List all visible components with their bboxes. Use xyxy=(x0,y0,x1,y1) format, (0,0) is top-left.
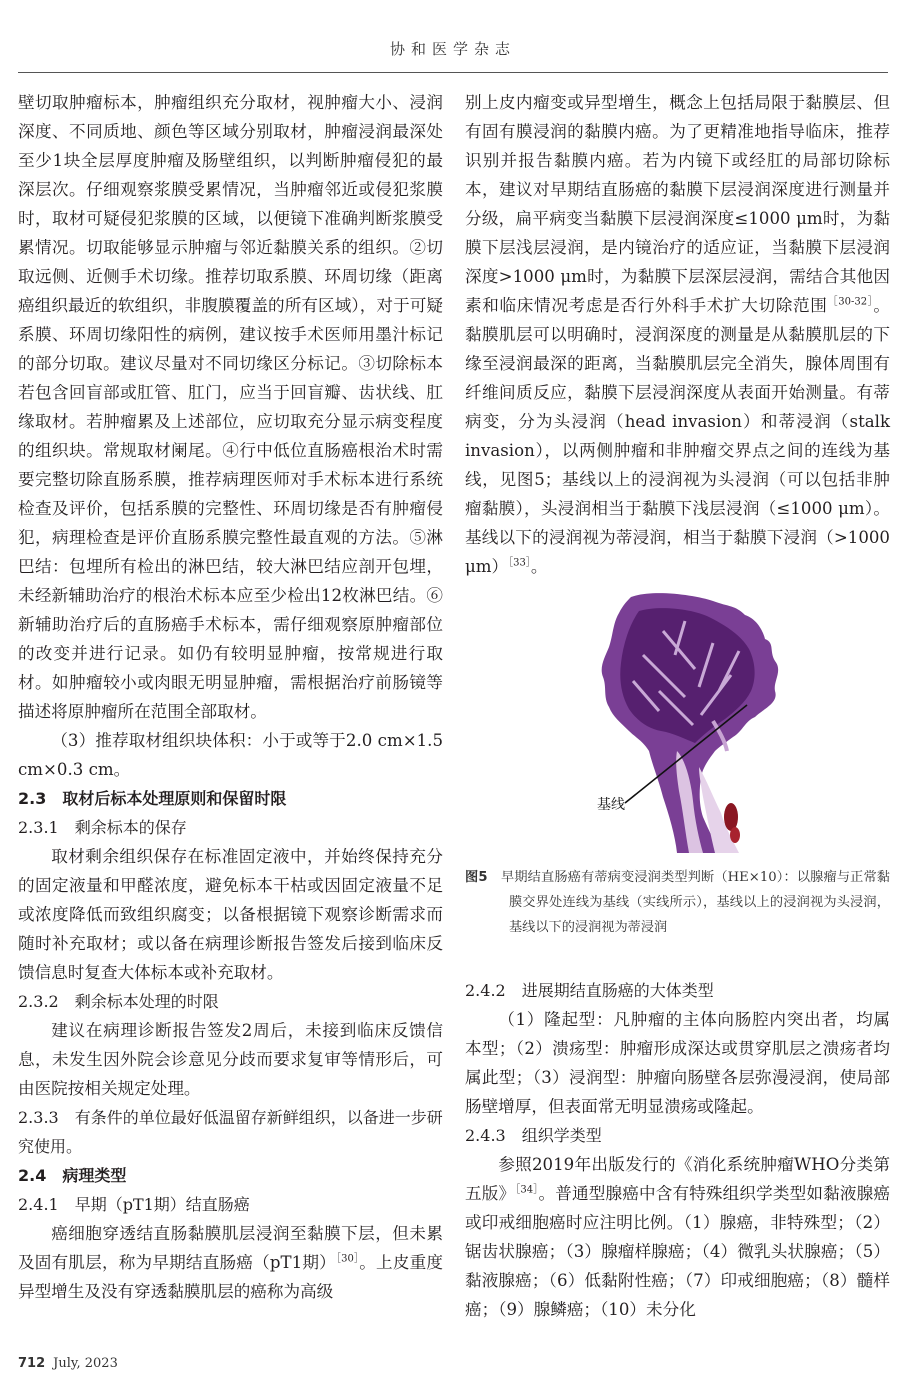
subsection-heading: 2.4.2 进展期结直肠癌的大体类型 xyxy=(465,981,714,1000)
text-run: 别上皮内瘤变或异型增生，概念上包括局限于黏膜层、但有固有膜浸润的黏膜内癌。为了更精准地指导临床，推荐识别并报告黏膜内癌。若为内镜下或经肛的局部切除标本，建议对早期结直肠癌的黏膜下层浸润深度进行测量并分级，扁平病变当黏膜下层浸润深度≤1000 μm时，为黏膜下层浅层浸润，是内镜治疗的适应证，当黏膜下层浸润深度>1000 μm时，为黏膜下层深层浸润，需结合其他因素和临床情况考虑是否行外科手术扩大切除范围 xyxy=(465,93,890,315)
caption-text: 早期结直肠癌有蒂病变浸润类型判断（HE×10）：以腺瘤与正常黏膜交界处连线为基线（实线所示），基线以上的浸润视为头浸润，基线以下的浸润视为蒂浸润 xyxy=(501,870,890,935)
paragraph: （1）隆起型：凡肿瘤的主体向肠腔内突出者，均属本型；（2）溃疡型：肿瘤形成深达或贯穿肌层之溃疡者均属此型；（3）浸润型：肿瘤向肠壁各层弥漫浸润，使局部肠壁增厚，但表面常无明显溃疡或隆起。 xyxy=(465,1010,890,1116)
caption-number: 图5 xyxy=(465,870,488,885)
issue-date: July, 2023 xyxy=(53,1356,118,1371)
baseline-label: 基线 xyxy=(597,797,625,813)
text-run: 。上皮重度异型增生及没有穿透黏膜肌层的癌称为高级 xyxy=(18,1253,444,1301)
paragraph: 建议在病理诊断报告签发2周后，未接到临床反馈信息，未发生因外院会诊意见分歧而要求复审等情形后，可由医院按相关规定处理。 xyxy=(18,1021,443,1098)
page-number: 712 xyxy=(18,1356,46,1371)
text-run: 参照2019年出版发行的《消化系统肿瘤WHO分类第五版》 xyxy=(465,1155,890,1203)
paragraph xyxy=(18,1219,443,1306)
paragraph: （3）推荐取材组织块体积：小于或等于2.0 cm×1.5 cm×0.3 cm。 xyxy=(18,731,443,779)
section-heading: 2.3 取材后标本处理原则和保留时限 xyxy=(18,789,287,808)
citation: ［34］ xyxy=(515,1184,539,1196)
subsection-heading: 2.4.3 组织学类型 xyxy=(465,1126,602,1145)
subsection-heading: 2.3.2 剩余标本处理的时限 xyxy=(18,992,219,1011)
citation: ［30-32］ xyxy=(827,296,874,308)
page-footer xyxy=(18,1356,118,1371)
paragraph xyxy=(465,1150,890,1324)
text-run: 。黏膜肌层可以明确时，浸润深度的测量是从黏膜肌层的下缘至浸润最深的距离，当黏膜肌层完全消失，腺体周围有纤维间质反应，黏膜下层浸润深度从表面开始测量。有蒂病变，分为头浸润（head invasion）和蒂浸润（stalk invasion），以两侧肿瘤和非肿瘤交界点之间的连线为基线，见图5；基线以上的浸润视为头浸润（可以包括非肿瘤黏膜），头浸润相当于黏膜下浅层浸润（≤1000 μm）。基线以下的浸润视为蒂浸润，相当于黏膜下浸润（>1000 μm） xyxy=(465,296,891,576)
left-column xyxy=(18,88,443,1306)
subsection-heading: 2.3.3 有条件的单位最好低温留存新鲜组织，以备进一步研究使用。 xyxy=(18,1108,443,1156)
paragraph: 取材剩余组织保存在标准固定液中，并始终保持充分的固定液量和甲醛浓度，避免标本干枯或因固定液量不足或浓度降低而致组织腐变；以备根据镜下观察诊断需求而随时补充取材；或以备在病理诊断报告签发后接到临床反馈信息时复查大体标本或补充取材。 xyxy=(18,847,443,982)
figure-5 xyxy=(465,593,890,855)
histology-image xyxy=(465,593,890,855)
citation: ［33］ xyxy=(508,557,531,569)
paragraph: 壁切取肿瘤标本，肿瘤组织充分取材，视肿瘤大小、浸润深度、不同质地、颜色等区域分别取材，肿瘤浸润最深处至少1块全层厚度肿瘤及肠壁组织，以判断肿瘤侵犯的最深层次。仔细观察浆膜受累情况，当肿瘤邻近或侵犯浆膜时，取材可疑侵犯浆膜的区域，以便镜下准确判断浆膜受累情况。切取能够显示肿瘤与邻近黏膜关系的组织。②切取远侧、近侧手术切缘。推荐切取系膜、环周切缘（距离癌组织最近的软组织，非腹膜覆盖的所有区域），对于可疑系膜、环周切缘阳性的病例，建议按手术医师用墨汁标记的部分切取。建议尽量对不同切缘区分标记。③切除标本若包含回盲部或肛管、肛门，应当于回盲瓣、齿状线、肛缘取材。若肿瘤累及上述部位，应切取充分显示病变程度的组织块。常规取材阑尾。④行中低位直肠癌根治术时需要完整切除直肠系膜，推荐病理医师对手术标本进行系统检查及评价，包括系膜的完整性、环周切缘是否有肿瘤侵犯，病理检查是评价直肠系膜完整性最直观的方法。⑤淋巴结：包埋所有检出的淋巴结，较大淋巴结应剖开包埋，未经新辅助治疗的根治术标本应至少检出12枚淋巴结。⑥新辅助治疗后的直肠癌手术标本，需仔细观察原肿瘤部位的改变并进行记录。如仍有较明显肿瘤，按常规进行取材。如肿瘤较小或肉眼无明显肿瘤，需根据治疗前肠镜等描述将原肿瘤所在范围全部取材。 xyxy=(18,93,443,721)
figure-caption xyxy=(465,865,890,940)
citation: ［30］ xyxy=(335,1253,360,1265)
text-run: 癌细胞穿透结直肠黏膜肌层浸润至黏膜下层，但未累及固有肌层，称为早期结直肠癌（pT1期） xyxy=(18,1224,443,1272)
subsection-heading: 2.3.1 剩余标本的保存 xyxy=(18,818,187,837)
subsection-heading: 2.4.1 早期（pT1期）结直肠癌 xyxy=(18,1195,250,1214)
text-run: 。普通型腺癌中含有特殊组织学类型如黏液腺癌或印戒细胞癌时应注明比例。（1）腺癌，非特殊型；（2）锯齿状腺癌；（3）腺瘤样腺癌；（4）微乳头状腺癌；（5）黏液腺癌；（6）低黏附性癌；（7）印戒细胞癌；（8）髓样癌；（9）腺鳞癌；（10）未分化 xyxy=(465,1184,891,1319)
header-rule xyxy=(18,72,888,73)
text-run: 。 xyxy=(530,557,548,576)
right-column xyxy=(465,88,890,1324)
journal-header: 协和医学杂志 xyxy=(389,40,516,58)
section-heading: 2.4 病理类型 xyxy=(18,1166,127,1185)
paragraph xyxy=(465,88,890,581)
